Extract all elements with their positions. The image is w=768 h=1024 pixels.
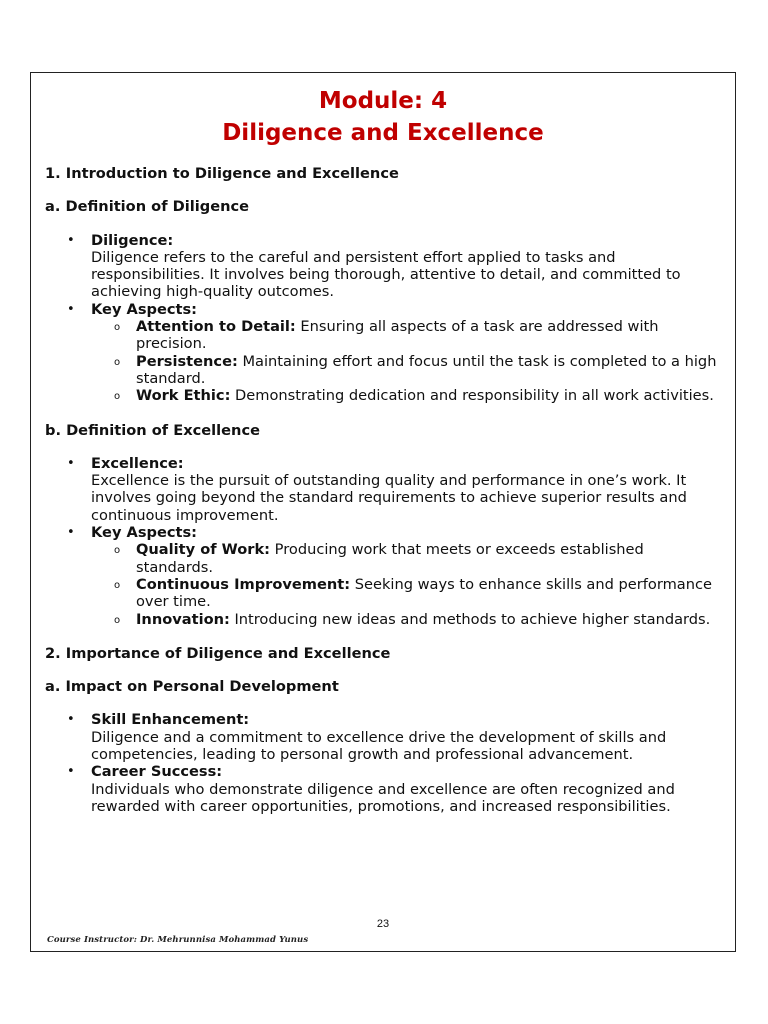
term-key-aspects: • Key Aspects:	[91, 524, 198, 542]
list-item	[45, 455, 725, 524]
term-career-success: • Career Success:	[91, 763, 223, 781]
list-item	[45, 763, 725, 815]
module-title: Module: 4	[318, 88, 448, 114]
section-2-heading: 2. Importance of Diligence and Excellence	[45, 644, 391, 662]
personal-development-list	[45, 711, 725, 815]
section-1b-heading: b. Definition of Excellence	[45, 421, 260, 439]
aspect-term: Persistence:	[136, 352, 238, 370]
list-item	[45, 232, 725, 301]
list-item	[45, 301, 725, 405]
term-skill-enhancement: • Skill Enhancement:	[91, 711, 250, 729]
page-frame	[30, 72, 736, 952]
list-item	[91, 541, 725, 576]
aspect-text: Maintaining effort and focus until the task is completed to a high standard.	[136, 352, 717, 387]
excellence-list	[45, 455, 725, 628]
text-skill-enhancement: Diligence and a commitment to excellence drive the development of skills and competencies, leading to personal growth and professional advancement.	[91, 728, 667, 764]
diligence-list	[45, 232, 725, 405]
section-2a-heading: a. Impact on Personal Development	[45, 678, 339, 696]
aspect-term: Continuous Improvement:	[136, 575, 351, 593]
term-excellence: • Excellence:	[91, 454, 184, 472]
list-item	[45, 524, 725, 628]
definition-excellence: Excellence is the pursuit of outstanding quality and performance in one’s work. It involves going beyond the standard requirements to achieve superior results and continuous improvement.	[91, 472, 687, 524]
aspect-text: Ensuring all aspects of a task are addressed with precision.	[136, 318, 659, 353]
page-number: 23	[376, 918, 390, 930]
aspect-text: Demonstrating dedication and responsibility in all work activities.	[230, 387, 714, 405]
module-subtitle: Diligence and Excellence	[222, 120, 544, 146]
aspect-text: Seeking ways to enhance skills and performance over time.	[136, 575, 712, 611]
aspect-term: Innovation:	[136, 610, 230, 628]
list-item	[91, 611, 725, 628]
list-item	[91, 576, 725, 611]
term-key-aspects: • Key Aspects:	[91, 300, 198, 318]
section-1a-heading: a. Definition of Diligence	[45, 198, 250, 216]
list-item	[91, 318, 725, 353]
list-item	[91, 353, 725, 388]
list-item	[45, 711, 725, 763]
definition-diligence: Diligence refers to the careful and persistent effort applied to tasks and responsibilities. It involves being thorough, attentive to detail, and committed to achieving high-quality outcomes.	[91, 248, 681, 301]
footer-instructor: Course Instructor: Dr. Mehrunnisa Mohammad Yunus	[47, 935, 309, 945]
list-item	[91, 387, 725, 404]
section-1-heading: 1. Introduction to Diligence and Excellence	[45, 165, 399, 182]
aspect-term: Attention to Detail:	[136, 318, 296, 336]
aspect-term: Work Ethic:	[136, 387, 231, 405]
text-career-success: Individuals who demonstrate diligence and excellence are often recognized and rewarded with career opportunities, promotions, and increased responsibilities.	[91, 780, 675, 815]
aspect-text: Introducing new ideas and methods to achieve higher standards.	[229, 610, 711, 628]
aspect-text: Producing work that meets or exceeds established standards.	[136, 541, 644, 576]
excellence-aspects-list	[91, 541, 725, 627]
aspect-term: Quality of Work:	[136, 541, 271, 559]
term-diligence: • Diligence:	[91, 231, 174, 249]
diligence-aspects-list	[91, 318, 725, 404]
document-body	[45, 165, 725, 815]
